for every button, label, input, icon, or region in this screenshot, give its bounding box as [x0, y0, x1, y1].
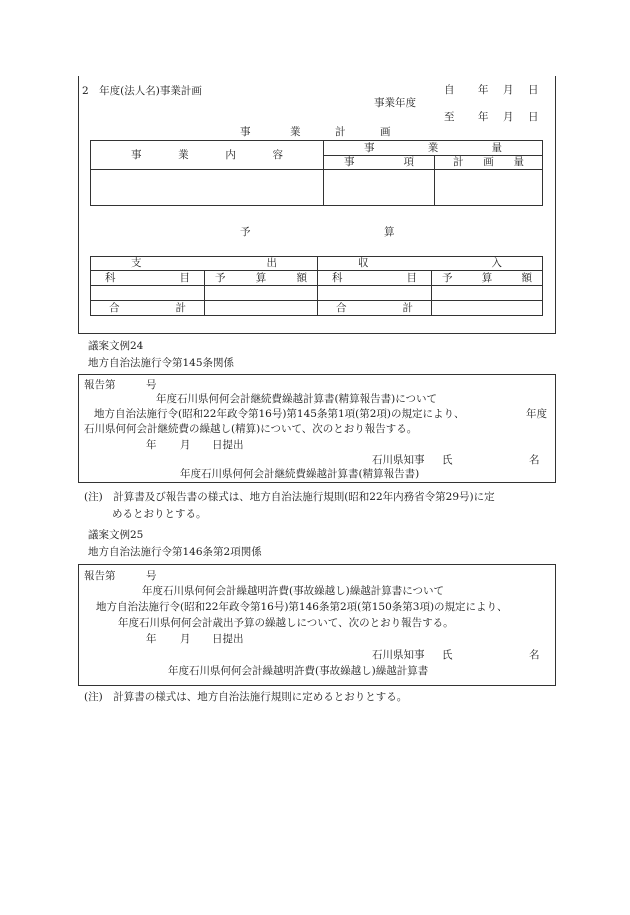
expense-total-label: 合 計 [91, 301, 205, 316]
item-cell [324, 170, 435, 206]
example25-attachment: 年度石川県何何会計繰越明許費(事故繰越し)繰越計算書 [168, 665, 429, 677]
content-header: 事 業 内 容 [91, 141, 324, 170]
expense-header: 支 出 [91, 257, 318, 271]
example24-label: 議案文例24 [88, 340, 144, 352]
example24-body-line2: 石川県何何会計継続費の繰越し(精算)について、次のとおり報告する。 [84, 423, 418, 435]
plan-heading: 2 年度(法人名)事業計画 [82, 85, 202, 97]
income-header: 収 入 [318, 257, 543, 271]
example24-subject: 年度石川県何何会計継続費繰越計算書(精算報告書)について [156, 393, 437, 405]
expense-amount-header: 予 算 額 [205, 271, 318, 286]
example24-note-line2: めるとおりとする。 [112, 508, 207, 520]
example25-basis: 地方自治法施行令第146条第2項関係 [88, 546, 262, 558]
amount-header: 事 業 量 [324, 141, 543, 156]
content-cell [91, 170, 324, 206]
example25-subject: 年度石川県何何会計繰越明許費(事故繰越し)繰越計算書について [142, 585, 444, 597]
example24-attachment: 年度石川県何何会計継続費繰越計算書(精算報告書) [180, 468, 420, 480]
income-total-label: 合 計 [318, 301, 432, 316]
budget-table [90, 256, 543, 316]
example24-basis: 地方自治法施行令第145条関係 [88, 357, 235, 369]
example24-note-line1: (注) 計算書及び報告書の様式は、地方自治法施行規則(昭和22年内務省令第29号)に定 [84, 491, 495, 503]
example25-note: (注) 計算書の様式は、地方自治法施行規則に定めるとおりとする。 [84, 691, 408, 703]
expense-subject-header: 科 目 [91, 271, 205, 286]
item-header: 事 項 [324, 156, 435, 170]
example24-body-line1: 地方自治法施行令(昭和22年政令第16号)第145条第1項(第2項)の規定により、 [94, 408, 465, 420]
example25-body-line1: 地方自治法施行令(昭和22年政令第16号)第146条第2項(第150条第3項)の規定により、 [96, 601, 508, 613]
example25-body-line2: 年度石川県何何会計歳出予算の繰越しについて、次のとおり報告する。 [118, 617, 454, 629]
plan-table [90, 140, 543, 206]
quantity-cell [435, 170, 543, 206]
income-subject-header: 科 目 [318, 271, 432, 286]
example25-label: 議案文例25 [88, 529, 144, 541]
income-amount-header: 予 算 額 [432, 271, 543, 286]
quantity-header: 計 画 量 [435, 156, 543, 170]
plan-year-label: 事業年度 [374, 97, 416, 109]
example24-body-line1-tail: 年度 [526, 408, 547, 420]
